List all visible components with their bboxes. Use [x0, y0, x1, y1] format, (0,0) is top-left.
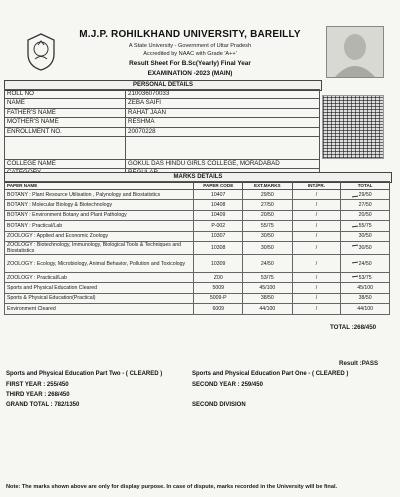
- second-year-marks: SECOND YEAR : 259/450: [192, 382, 263, 388]
- detail-label: NAME: [5, 99, 126, 108]
- marks-header-row: [5, 182, 390, 190]
- marks-row: [5, 293, 390, 303]
- grand-total: GRAND TOTAL : 782/1350: [6, 402, 80, 408]
- total-cell: 20/50: [341, 210, 390, 220]
- detail-value: RESHMA: [126, 118, 320, 127]
- ext-marks-cell: 45/100: [243, 283, 292, 293]
- paper-code-cell: 10409: [194, 210, 243, 220]
- marks-row: [5, 200, 390, 210]
- first-year-marks: FIRST YEAR : 255/450: [6, 382, 69, 388]
- col-paper-name: PAPER NAME: [5, 182, 194, 190]
- int-pr-cell: /: [292, 283, 341, 293]
- paper-name-cell: BOTANY : Plant Resource Utilisation , Palynology and Biostatistics: [5, 190, 194, 200]
- detail-value: ZEBA SAIFI: [126, 99, 320, 108]
- ext-marks-cell: 55/75: [243, 221, 292, 231]
- paper-name-cell: BOTANY : Practical/Lab: [5, 221, 194, 231]
- ext-marks-cell: 53/75: [243, 272, 292, 282]
- marks-row: [5, 210, 390, 220]
- marks-table: [4, 181, 390, 315]
- paper-code-cell: 10407: [194, 190, 243, 200]
- int-pr-cell: /: [292, 255, 341, 273]
- total-cell: 27/50: [341, 200, 390, 210]
- ext-marks-cell: 20/50: [243, 210, 292, 220]
- detail-label: ENROLLMENT NO.: [5, 127, 126, 136]
- result-sheet-title: Result Sheet For B.Sc(Yearly) Final Year: [129, 60, 251, 67]
- marks-row: [5, 190, 390, 200]
- ext-marks-cell: 29/50: [243, 190, 292, 200]
- total-cell: 53/75: [341, 272, 390, 282]
- paper-code-cell: 10307: [194, 231, 243, 241]
- ext-marks-cell: 27/50: [243, 200, 292, 210]
- examination-line: EXAMINATION -2023 (MAIN): [147, 70, 233, 77]
- third-year-marks: THIRD YEAR : 268/450: [6, 392, 70, 398]
- total-cell: 24/50: [341, 255, 390, 273]
- total-cell: 29/50: [341, 190, 390, 200]
- marks-row: [5, 241, 390, 255]
- int-pr-cell: /: [292, 304, 341, 314]
- col-ext-marks: EXT.MARKS: [243, 182, 292, 190]
- paper-code-cell: 6009: [194, 304, 243, 314]
- total-cell: 30/50: [341, 241, 390, 255]
- paper-code-cell: P-002: [194, 221, 243, 231]
- marks-row: [5, 231, 390, 241]
- paper-name-cell: Sports and Physical Education Cleared: [5, 283, 194, 293]
- detail-label: ROLL NO: [5, 90, 126, 99]
- detail-value: 210036070033: [126, 90, 320, 99]
- int-pr-cell: /: [292, 241, 341, 255]
- total-cell: 30/50: [341, 231, 390, 241]
- paper-name-cell: Sports & Physical Education(Practical): [5, 293, 194, 303]
- ext-marks-cell: 30/50: [243, 231, 292, 241]
- total-cell: 44/100: [341, 304, 390, 314]
- accreditation-line: Accredited by NAAC with Grade 'A++': [143, 51, 237, 57]
- ext-marks-cell: 30/50: [243, 241, 292, 255]
- paper-name-cell: BOTANY : Environment Botany and Plant Pathology: [5, 210, 194, 220]
- result-status: Result :PASS: [339, 360, 379, 367]
- qr-code: [322, 95, 384, 159]
- paper-name-cell: ZOOLOGY : Biotechnology, Immunology, Biological Tools & Techniques and Biostatistics: [5, 241, 194, 255]
- marks-details-heading: MARKS DETAILS: [4, 172, 392, 183]
- student-photo: [326, 26, 384, 78]
- marks-row: [5, 255, 390, 273]
- ext-marks-cell: 44/100: [243, 304, 292, 314]
- paper-name-cell: ZOOLOGY : Practical/Lab: [5, 272, 194, 282]
- int-pr-cell: /: [292, 293, 341, 303]
- int-pr-cell: /: [292, 272, 341, 282]
- detail-value: GOKUL DAS HINDU GIRLS COLLEGE, MORADABAD: [126, 160, 320, 169]
- paper-code-cell: 10408: [194, 200, 243, 210]
- personal-detail-row: [5, 127, 320, 136]
- personal-detail-row: [5, 108, 320, 117]
- marks-row: [5, 221, 390, 231]
- int-pr-cell: /: [292, 221, 341, 231]
- university-subtitle: A State University - Government of Uttar Pradesh: [128, 43, 252, 49]
- int-pr-cell: /: [292, 231, 341, 241]
- personal-detail-row: [5, 118, 320, 127]
- col-paper-code: PAPER CODE: [194, 182, 243, 190]
- total-cell: 38/50: [341, 293, 390, 303]
- total-marks: TOTAL :268/450: [330, 324, 377, 331]
- int-pr-cell: /: [292, 190, 341, 200]
- sports-part-one: Sports and Physical Education Part One - ( CLEARED ): [192, 371, 349, 377]
- university-title: M.J.P. ROHILKHAND UNIVERSITY, BAREILLY: [79, 29, 301, 40]
- personal-detail-row: [5, 160, 320, 169]
- int-pr-cell: /: [292, 200, 341, 210]
- personal-details-heading: PERSONAL DETAILS: [4, 80, 322, 91]
- detail-label: FATHER'S NAME: [5, 108, 126, 117]
- paper-name-cell: BOTANY : Molecular Biology & Biotechnology: [5, 200, 194, 210]
- col-int-pr: INT./PR.: [292, 182, 341, 190]
- int-pr-cell: /: [292, 210, 341, 220]
- ext-marks-cell: 38/50: [243, 293, 292, 303]
- sports-part-two: Sports and Physical Education Part Two - ( CLEARED ): [6, 371, 163, 377]
- personal-details-table: [4, 89, 320, 179]
- paper-code-cell: 5009: [194, 283, 243, 293]
- paper-name-cell: Environment Cleared: [5, 304, 194, 314]
- total-cell: 45/100: [341, 283, 390, 293]
- detail-value: 20070228: [126, 127, 320, 136]
- total-cell: 55/75: [341, 221, 390, 231]
- personal-detail-row: [5, 90, 320, 99]
- detail-value: RAHAT JAAN: [126, 108, 320, 117]
- ext-marks-cell: 24/50: [243, 255, 292, 273]
- detail-label: MOTHER'S NAME: [5, 118, 126, 127]
- marks-row: [5, 283, 390, 293]
- disclaimer-note: Note: The marks shown above are only for display purpose. In case of dispute, marks recorded in the University will be final.: [6, 484, 338, 490]
- spacer-row: [5, 137, 320, 160]
- paper-code-cell: 10308: [194, 241, 243, 255]
- university-logo: [24, 32, 58, 72]
- paper-code-cell: Z00: [194, 272, 243, 282]
- personal-detail-row: [5, 99, 320, 108]
- marks-row: [5, 272, 390, 282]
- detail-label: COLLEGE NAME: [5, 160, 126, 169]
- marks-row: [5, 304, 390, 314]
- division: SECOND DIVISION: [192, 402, 246, 408]
- col-total: TOTAL: [341, 182, 390, 190]
- paper-name-cell: ZOOLOGY : Ecology, Microbiology, Animal Behavior, Pollution and Toxicology: [5, 255, 194, 273]
- paper-code-cell: 5009-P: [194, 293, 243, 303]
- paper-name-cell: ZOOLOGY : Applied and Economic Zoology: [5, 231, 194, 241]
- paper-code-cell: 10309: [194, 255, 243, 273]
